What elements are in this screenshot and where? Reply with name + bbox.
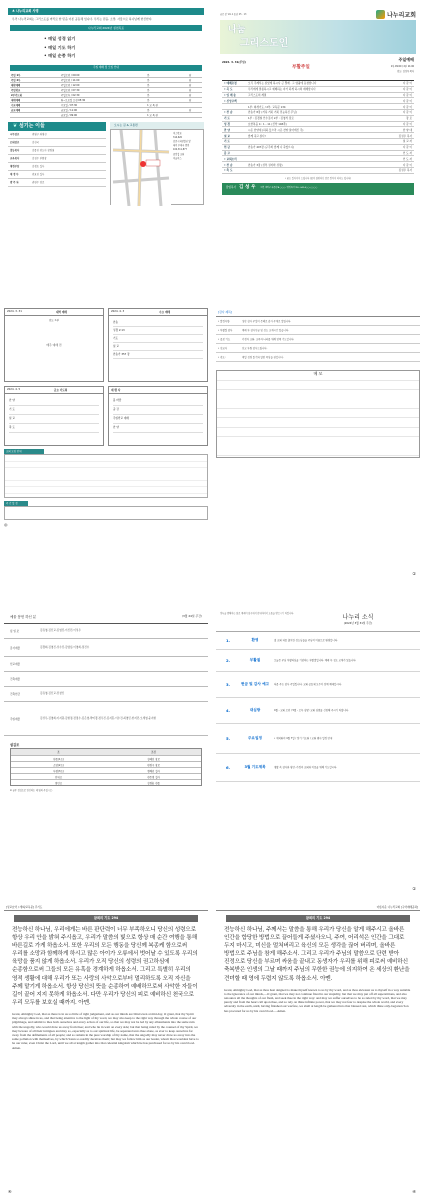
schedule-cell: 주일학교 bbox=[10, 87, 60, 92]
map-area bbox=[110, 129, 204, 205]
offering-row bbox=[4, 687, 208, 702]
offering-date: (3월 24일 주간) bbox=[181, 614, 202, 618]
order-item-leader: 장 로 bbox=[406, 117, 412, 121]
notes-header: [감사 제목] bbox=[218, 310, 232, 314]
event-line: 찬 양 bbox=[113, 424, 203, 433]
news-text: • 제직회의 4월 7일 / 정기 기도회 / 교회 행사 일정 안내 bbox=[274, 736, 333, 740]
page-marker: ◎ bbox=[4, 522, 8, 527]
wed-line: 설 교 bbox=[113, 343, 203, 351]
map-info-line: 버스번호: bbox=[173, 131, 183, 135]
order-item-label: • 묵 도 bbox=[224, 88, 233, 92]
order-item-leader: 다 같 이 bbox=[402, 99, 412, 103]
worship-order-row bbox=[222, 168, 414, 174]
schedule-cell: 1 교 육 관 bbox=[146, 112, 188, 117]
friday-line: 축 도 bbox=[9, 424, 99, 433]
friday-body bbox=[5, 394, 103, 436]
news-num: 5. bbox=[225, 736, 231, 741]
team-group: 사랑(3조) bbox=[53, 769, 64, 773]
dawn-title: 새벽 예배 bbox=[55, 311, 67, 314]
team-row bbox=[11, 773, 201, 779]
schedule-cell: 주일오후 / 02:30 bbox=[60, 92, 146, 97]
team-leader: 정해진 집사 bbox=[147, 769, 160, 773]
schedule-cell: 대학예배 bbox=[10, 82, 60, 87]
wed-line: 성경 2:13 bbox=[113, 327, 203, 335]
offering-type: 건축헌금 bbox=[10, 693, 21, 696]
service-date: 2024. 3. 31(주일) bbox=[222, 61, 246, 64]
map-header: 오시는 길 & 교통편 bbox=[110, 122, 204, 129]
note-row bbox=[216, 353, 420, 362]
order-item-leader: 인 도 자 bbox=[402, 157, 412, 161]
prayer-title: 참회의 기도 294 bbox=[14, 915, 198, 922]
news-title: 나누리 소식 bbox=[342, 614, 374, 621]
offering-list bbox=[4, 624, 208, 736]
news-item bbox=[216, 754, 420, 782]
service-header bbox=[220, 56, 416, 78]
offering-page bbox=[4, 610, 208, 895]
church-location-pin bbox=[140, 161, 146, 167]
news-title-block bbox=[300, 612, 416, 625]
offering-title-row bbox=[4, 610, 208, 624]
staff-role: 협동목사 bbox=[10, 149, 20, 153]
staff-role: 재 정 부 bbox=[10, 173, 19, 177]
wed-body bbox=[109, 316, 207, 362]
news-text: 다음 주는 감사 주일입니다. 교회 공동체 모두가 함께 예배합시다. bbox=[274, 682, 342, 686]
note-row bbox=[216, 326, 420, 335]
news-label: 헌금 및 감사 예고 bbox=[240, 682, 270, 686]
note-row bbox=[216, 344, 420, 353]
staff-panel bbox=[8, 122, 106, 205]
order-item-leader: 김성우 목사 bbox=[398, 169, 412, 173]
map-info-line: 마을버스 bbox=[173, 156, 182, 160]
order-item-content: 1부: 회개기도 / 2부: 교독문 134 bbox=[248, 105, 286, 109]
staff-names: 변영구 최영진 bbox=[32, 133, 47, 137]
staff-role: 은퇴장로 bbox=[10, 141, 20, 145]
map-info-line: 314,620 bbox=[173, 135, 183, 139]
order-item-leader: 인 도 자 bbox=[402, 151, 412, 155]
staff-row bbox=[8, 139, 106, 147]
schedule-cell: 주일오전 / 09:00 bbox=[60, 73, 146, 78]
bulletin-page-inner-right bbox=[216, 308, 420, 580]
schedule-table bbox=[10, 73, 202, 118]
order-item-content: 찬송가 3장 (성부 성자와 성령) bbox=[248, 163, 283, 167]
standing-note: • 표는 일어서서 드립니다 (몸이 불편하신 분은 앉아서 하셔도 됩니다) bbox=[284, 176, 352, 180]
offering-type: 주일예물 bbox=[10, 717, 21, 721]
news-num: 1. bbox=[225, 638, 231, 643]
news-text: 오늘은 주님 부활하심을 기념하는 부활절입니다. 예배 후 성도 교제가 있습니다. bbox=[274, 658, 357, 662]
order-item-leader: 김성우 목사 bbox=[398, 134, 412, 138]
news-text: 4월 - 교회 오전 / 5월 - 오후 심방: 교회 심방을 신청해 주시기 바랍니다. bbox=[274, 708, 349, 712]
team-row bbox=[11, 761, 201, 767]
banner-title-sub: 그리스도인 bbox=[240, 38, 289, 49]
schedule-cell: 수요예배 bbox=[10, 102, 60, 107]
bulletin-page-back bbox=[4, 8, 208, 299]
order-item-leader: 다 같 이 bbox=[402, 111, 412, 115]
news-text: 생활 속 감사와 평안, 가정과 교회와 이웃을 위해 기도합시다. bbox=[274, 765, 338, 769]
news-item bbox=[216, 672, 420, 698]
service-title: 부활주일 bbox=[292, 65, 310, 70]
team-footnote: ※ 금주 섬김조로 헌신하는 데 힘써 주십시오. bbox=[10, 789, 53, 792]
staff-row bbox=[8, 155, 106, 163]
offering-row bbox=[4, 702, 208, 736]
schedule-header: 주일 예배 및 모임 안내 bbox=[10, 65, 202, 71]
event-box bbox=[108, 386, 208, 446]
team-group: 믿음(1조) bbox=[53, 757, 64, 761]
schedule-cell: 본 bbox=[146, 77, 188, 82]
service-boxes-row1 bbox=[4, 308, 208, 382]
church-address: 대전 대덕구 송촌남로 ○○○ / 담임목사 TEL: 042-6○○-○○○○ bbox=[260, 186, 318, 189]
team-group: 인내조 bbox=[54, 775, 63, 779]
schedule-cell: 수요일 / 07:30 bbox=[60, 102, 146, 107]
schedule-cell: 당 bbox=[188, 77, 202, 82]
week-header: 주 간 일 정 bbox=[4, 501, 28, 506]
team-col-group: 조 bbox=[57, 751, 60, 754]
schedule-cell: 본 bbox=[146, 92, 188, 97]
pastor-label: 담임목사 bbox=[226, 185, 237, 189]
bulletin-page-front bbox=[216, 8, 420, 299]
team-header: 섬김조 bbox=[10, 743, 20, 747]
notes-list bbox=[216, 316, 420, 362]
schedule-cell: 당 bbox=[188, 92, 202, 97]
service-boxes-row2 bbox=[4, 386, 208, 446]
news-num: 2. bbox=[225, 658, 231, 663]
news-item bbox=[216, 650, 420, 672]
order-item-label: • 교회소식 bbox=[224, 157, 237, 161]
logo-text: 나누리교회 bbox=[387, 11, 416, 19]
friday-line: 설 교 bbox=[9, 415, 99, 424]
map-info-line: 송촌시외전빌딩 앞 bbox=[173, 140, 191, 143]
team-col-leader: 조장 bbox=[150, 751, 156, 754]
order-item-content: 함께 죽고 살다! bbox=[248, 134, 266, 138]
event-line: 봄 바람 bbox=[113, 397, 203, 406]
wed-title: 수요 예배 bbox=[159, 311, 171, 314]
page-number: ① bbox=[412, 886, 416, 891]
news-text: 첫 교회 처음 출석한 성도님들을 주님의 이름으로 환영합니다. bbox=[274, 638, 338, 642]
schedule-cell: 금요예배 bbox=[10, 107, 60, 112]
note-label: • 부활절 감사 bbox=[218, 329, 233, 332]
wed-service-box bbox=[108, 308, 208, 382]
note-row bbox=[216, 335, 420, 344]
staff-names: 김종진 전도사 장경희 bbox=[32, 149, 55, 153]
wed-head bbox=[109, 309, 207, 316]
order-item-leader: 다 같 이 bbox=[402, 146, 412, 150]
memo-box bbox=[216, 370, 420, 458]
news-item bbox=[216, 698, 420, 724]
order-item-label: • 예배초청 bbox=[224, 82, 237, 86]
offering-row bbox=[4, 639, 208, 657]
team-table bbox=[10, 748, 202, 786]
schedule-cell: 금요일 / 09:00 bbox=[60, 112, 146, 117]
team-leader: 김혜선 장로 bbox=[147, 757, 160, 761]
staff-row bbox=[8, 171, 106, 179]
schedule-cell: 본 bbox=[146, 107, 188, 112]
news-list bbox=[216, 631, 420, 782]
order-item-content: 찬송가 407장 (구주와 함께 나 죽었으니) bbox=[248, 146, 295, 150]
schedule-cell: 본 bbox=[146, 82, 188, 87]
pastor-name: 김 성 우 bbox=[239, 184, 256, 190]
note-text: 선교 후원 감사드립니다. bbox=[242, 347, 268, 350]
dawn-service-box bbox=[4, 308, 104, 382]
offering-names: 김성우,김영희,이지원,김현정,장정수,김은영,박미경,정우진,김지훈,이수진,최영민,한지민,오세영,윤지현 bbox=[40, 716, 156, 720]
news-item bbox=[216, 724, 420, 754]
order-item-label: 봉 고 bbox=[224, 151, 230, 155]
order-item-label: • 찬 송 bbox=[224, 163, 233, 167]
prayer-english: Grant, Almighty God, that as there is in us so little of right judgement, and as our minds are blind even at mid-day, O grant, that thy Spirit may always shine in us, and that being attentive to the light of thy word, we may also keep to the right way through the whole course of our pilgrimage, and submit to thee both ourselves and every action of our life, so that we may not be led by any allurements into the same ruin with the ungodly, who would draw us away from thee; and who lie in wait on every side; but that being ruled by the counsel of thy Spirit, we may beware of all their intrigues and may so, especially as to our spiritual life, be separated unto thee alone, as ever to keep ourselves far away from the defilements of all people; and so remain in the pure worship of thy name, that the ungodly may never draw us away into the same pollution with themselves, by which Satan so readily deceives them; but may we follow him as our leader, whom thou wouldest have to be our ruler, even Christ the Lord, until we all at length gather into that celestial kingdom which he has purchased for us by his own blood. Amen. bbox=[12, 1011, 199, 1050]
wed-date: 2024. 4. 3 bbox=[111, 310, 125, 313]
event-line: 중 강 bbox=[113, 406, 203, 415]
order-item-content: 오직 주께서는 살았게 하시사 큰 열매 · 그 영광에 동참합니다 bbox=[248, 82, 317, 86]
order-item-leader: 다 같 이 bbox=[402, 122, 412, 126]
staff-names: 김경호 집사 bbox=[32, 165, 45, 169]
order-item-content: 시온 찬양대 (하하 들으라 시온 찬양 살아계신 주) bbox=[248, 128, 304, 132]
news-date: (2024년 3월 31일 주간) bbox=[343, 622, 373, 625]
order-item-label: 기 도 bbox=[224, 117, 230, 121]
order-item-leader: 설 교 자 bbox=[402, 140, 412, 144]
note-text: 성탄 감사 주일의 은혜로 감사 주제로 알립니다. bbox=[242, 320, 292, 323]
staff-names: 김성수 부원장 bbox=[32, 157, 47, 161]
news-label: 주요일정 bbox=[248, 736, 262, 740]
offering-type: 선교예물 bbox=[10, 663, 21, 666]
prayer-header: [성교요약 / 개회/교독문] 주기도 bbox=[4, 904, 208, 911]
prayer-english: Grant, Almighty God, that as thou hast deigned to make thyself known to us by thy word, and as thou elevatest us to thyself in a way suitable to the ignorance of our minds,—O grant, that we may not continue fixed in our stupidity, but that we may put off all superstitions, and also renounce all the thoughts of our flesh, and seek thee in the right way: and may we suffer ourselves to be so ruled by thy word, that we may purely and from the heart call upon thee, and so rely on thine infinite power, that we may not fear to despise the whole world, and every adversity in the earth, until, having finished our warfare, we shall at length be gathered into that blessed rest, which thine only-begotten Son has procured for us by his own blood.—Amen. bbox=[224, 987, 411, 1013]
note-label: • 알림사항: bbox=[218, 320, 231, 323]
staff-names: 김진국 bbox=[32, 141, 39, 145]
schedule-cell: 금요일 / 11:00 bbox=[60, 107, 146, 112]
schedule-cell: 주일오전 / 12:00 bbox=[60, 82, 146, 87]
event-body bbox=[109, 394, 207, 436]
staff-role: 교육목사 bbox=[10, 157, 20, 161]
offering-names: 김유영,김신교,전창신 bbox=[40, 692, 65, 696]
map-panel bbox=[110, 122, 204, 205]
staff-row bbox=[8, 131, 106, 139]
order-item-label: • 축 도 bbox=[224, 169, 233, 173]
prayer-page-left bbox=[4, 904, 208, 1196]
schedule-cell: 주일오전 / 07:30 bbox=[60, 87, 146, 92]
schedule-cell: 주일오전 / 11:00 bbox=[60, 77, 146, 82]
note-label: • 중보 기도 bbox=[218, 338, 231, 341]
news-label: 환영 bbox=[251, 638, 259, 642]
prayer-page-right bbox=[216, 904, 420, 1196]
prayer-korean: 전능하신 하나님, 주께서는 말씀을 통해 우리가 당신을 알게 해주시고 올바른 인간을 합당한 방법으로 끌어들게 주셨사오니, 주여, 어리석은 인간을 그대로 두지 마시고, 미신을 멀쳐버리고 육신의 모든 생각을 끊어 버리며, 올바른 방법으로 주님을 참게 해주소서. 그리고 우리가 주님의 말씀으로 단련 받아 진정으로 당신을 부르며 싸움을 끝내고 동생자가 우리를 위해 피로써 예비하신 축복받은 인생의 그날 때까지 주님의 무한한 권능에 의지하여 온 세상의 환난을 견뎌할 때 영에 두렵지 않도록 하옵소서. 아멘. bbox=[224, 927, 410, 982]
offering-type: 감사예물 bbox=[10, 646, 21, 650]
order-item-leader: 다 같 이 bbox=[402, 88, 412, 92]
news-label: 부활절 bbox=[249, 658, 261, 662]
goal-list bbox=[4, 33, 208, 63]
team-leader: 변경구 장로 bbox=[147, 763, 160, 767]
vision-text: 우리 나누리교회는 그리스도를 머리로 한 믿음 이룬 공동체 입니다. 우리는 믿음, 소망, 사랑으로 하나님께 헌신한다. bbox=[12, 17, 153, 21]
order-item-label: 성 경 bbox=[224, 122, 230, 126]
team-row bbox=[11, 767, 201, 773]
staff-names: 전효진 집사 bbox=[32, 173, 45, 177]
vision-header: ♣ 나누리교회 사명 bbox=[8, 8, 204, 15]
note-text: 가정과 교회, 교육과 나라를 위해 함께 기도합니다. bbox=[242, 338, 295, 341]
team-leader: 김경훈 전웅 bbox=[147, 781, 160, 785]
friday-date: 2024. 4. 5 bbox=[7, 388, 21, 391]
order-item-leader: 다 같 이 bbox=[402, 82, 412, 86]
news-num: 4. bbox=[225, 708, 231, 713]
prayer-title: 참회의 기도 294 bbox=[226, 915, 410, 922]
staff-row bbox=[8, 179, 106, 187]
service-type: 주일예배 bbox=[398, 57, 414, 62]
worship-order bbox=[222, 80, 414, 174]
order-item-label: 헌 금 bbox=[224, 146, 230, 150]
order-item-leader: 다 같 이 bbox=[402, 163, 412, 167]
offering-row bbox=[4, 657, 208, 672]
church-logo bbox=[376, 10, 416, 19]
top-header bbox=[216, 8, 420, 20]
team-row bbox=[11, 755, 201, 761]
issue-info: 좋은 분 Vol.1 통권 25 · 13 bbox=[220, 13, 247, 16]
schedule-row bbox=[10, 112, 202, 117]
schedule-cell: 2부기도회 bbox=[10, 92, 60, 97]
staff-role: 행정부장 bbox=[10, 165, 20, 169]
dawn-sub: 인도: 1부 bbox=[48, 319, 59, 322]
schedule-cell: 1 교 육 관 bbox=[146, 102, 188, 107]
order-item-label: • 입 례 송 bbox=[224, 93, 236, 97]
goal-item: • 매일 기도 하기 bbox=[44, 44, 76, 50]
news-page bbox=[216, 610, 420, 895]
news-label: 대심방 bbox=[249, 708, 261, 712]
order-item-content: 찬송가 8장 (거룩 거룩 거룩 전능하신 주님) bbox=[248, 111, 297, 115]
goal-item: • 매일 순종 하기 bbox=[44, 53, 76, 58]
note-row bbox=[216, 317, 420, 326]
staff-map-section bbox=[8, 122, 204, 205]
offering-names: 김유영,김신교,김영진,이신민,이성우 bbox=[40, 629, 81, 633]
schedule-cell: 본 bbox=[146, 97, 188, 102]
order-item-label: • 신앙고백 bbox=[224, 99, 237, 103]
schedule-cell: 당 bbox=[188, 87, 202, 92]
staff-role: 시무장로 bbox=[10, 133, 20, 137]
dawn-date: 2024. 3. 31 bbox=[7, 310, 22, 313]
logo-mark-icon bbox=[376, 10, 385, 19]
offering-type: 십 일 조 bbox=[10, 630, 20, 633]
order-item-leader: 다 같 이 bbox=[402, 105, 412, 109]
schedule-cell: 주일 2부 bbox=[10, 77, 60, 82]
staff-row bbox=[8, 163, 106, 171]
meeting-table bbox=[4, 454, 208, 498]
page-number: ④ bbox=[8, 1189, 12, 1194]
team-leader: 전은경 집사 bbox=[147, 775, 160, 779]
prayer-korean: 전능하신 하나님, 우리에게는 바른 판단력이 너무 부족하오니 당신의 성령으로 항상 우리 안을 밝혀 주시옵고, 우리가 말씀의 빛으로 항상 매 순간 여행을 통해 바른길로 가게 하옵소서. 또한 우리의 모든 행동을 당신께 복종케 함으로써 우리를 소망과 함께하게 하시고 많은 아이가 오류에서 벗어날 수 있도록 우리의 육망을 품지 않게 하옵소서. 우리가 오직 당신의 성령의 권고하심에 순종함으로써 그들의 모든 유혹을 경계하게 하옵소서. 그리고 특별히 우리의 영적 생활에 대해 우리가 또는 사랑의 사악으로부터 멀리하도록 오직 자신을 주께 맡기게 하옵소서. 항상 당신의 뜻을 순종하여 예배하므로써 사악한 자들이 길이 끝어 지지 못하게 하옵소서. 다만 우리가 당신의 피로 예비하신 천국으로 우리 모두를 보호실 때까지. 아멘. bbox=[12, 927, 198, 1006]
staff-row bbox=[8, 147, 106, 155]
wed-line: 찬송가 357 장 bbox=[113, 351, 203, 359]
news-num: 6. bbox=[225, 765, 231, 770]
team-rows bbox=[11, 755, 201, 785]
service-time: 1부 09:00 / 2부 11:00 bbox=[390, 65, 414, 68]
schedule-cell: 본 bbox=[146, 87, 188, 92]
memo-title: 메 모 bbox=[217, 371, 419, 377]
offering-row bbox=[4, 672, 208, 687]
event-title: 재 행 사 bbox=[109, 387, 207, 394]
map-info bbox=[171, 130, 203, 204]
wed-line: 기도 bbox=[113, 335, 203, 343]
schedule-cell: 당 bbox=[188, 97, 202, 102]
order-item-content: 우리에게 말씀하시고 예배하는 자가 되게 하시려 예배합니다 bbox=[248, 88, 316, 92]
friday-head bbox=[5, 387, 103, 394]
order-item-leader: 다 같 이 bbox=[402, 93, 412, 97]
team-group: 소망(2조) bbox=[53, 763, 64, 767]
dawn-head bbox=[5, 309, 103, 316]
schedule-cell bbox=[10, 112, 60, 117]
prayer-header: 아름다운 나누리교회 [구약예배공과] bbox=[216, 904, 420, 911]
order-item-label: 찬 양 bbox=[224, 128, 230, 132]
order-item-label: 기 도 bbox=[224, 140, 230, 144]
event-line: 주일학교 예배 bbox=[113, 415, 203, 424]
wed-line: 찬송 bbox=[113, 319, 203, 327]
goal-item: • 매일 성경 읽기 bbox=[44, 36, 76, 41]
friday-line: 찬 양 bbox=[9, 397, 99, 406]
staff-role: 방 주 차 bbox=[10, 181, 19, 185]
friday-box bbox=[4, 386, 104, 446]
schedule-rows bbox=[10, 73, 202, 118]
schedule-cell: 본 bbox=[146, 73, 188, 78]
offering-type: 건축예물 bbox=[10, 678, 21, 681]
staff-header-text: 섬기는 이들 bbox=[18, 122, 45, 129]
news-intro: 정녹을 방해하는 불로 예배의 임구에서 안내하여서 도움을 받으시기 바랍니다. bbox=[220, 612, 294, 615]
news-header bbox=[216, 610, 420, 627]
team-group: 청년조 bbox=[54, 781, 63, 785]
order-item-content: 1부 : 김경철 안수집사 2부 : 김영석 장로 bbox=[248, 117, 294, 121]
leaf-icon: ❦ bbox=[13, 122, 19, 129]
bulletin-page-inner-left bbox=[4, 308, 208, 580]
map-info-line: 중앙집 교회 bbox=[173, 152, 185, 156]
order-item-content: 그리스도의 계절 bbox=[248, 93, 267, 97]
week-table bbox=[4, 506, 208, 520]
dawn-mid-label: 매주 예배 전 bbox=[46, 343, 62, 347]
offering-row bbox=[4, 624, 208, 639]
note-label: • 선교사 bbox=[218, 347, 228, 350]
order-item-label: 설 교 bbox=[224, 134, 230, 138]
news-item bbox=[216, 632, 420, 650]
order-item-content: 요한복음 4 : 1 - 11 (신약 148쪽) bbox=[248, 122, 287, 126]
goal-header: 나누리교회 2024년 실천목표 bbox=[10, 25, 202, 31]
order-item-leader: 찬 양 대 bbox=[402, 128, 412, 132]
service-leader: 인도: 김성우 목사 bbox=[397, 70, 414, 73]
note-text: 예배 후 감사헌금 및 성도 교제시간 있습니다. bbox=[242, 329, 289, 332]
pastor-bar bbox=[222, 183, 414, 195]
meeting-header: 교회 모임 안내 bbox=[4, 449, 44, 454]
offering-title: 예물 봉헌 하신 분 bbox=[10, 615, 37, 619]
offering-names: 김경희,김영진,성수진,김영심,이영희,정진수 bbox=[40, 645, 90, 649]
schedule-cell: 화~토요일 오전 05:30 bbox=[60, 97, 146, 102]
news-label: 3월 기도제목 bbox=[244, 765, 266, 769]
page-number: ① bbox=[412, 571, 416, 576]
schedule-cell: 주일 1부 bbox=[10, 73, 60, 78]
map-info-line: 100,311,877 bbox=[173, 148, 187, 152]
page-number: ④ bbox=[412, 1189, 416, 1194]
note-label: • 전도: bbox=[218, 356, 226, 359]
news-num: 3. bbox=[225, 682, 231, 687]
schedule-cell: 당 bbox=[188, 82, 202, 87]
friday-line: 기 도 bbox=[9, 406, 99, 415]
map-graphic bbox=[111, 130, 171, 206]
order-item-label: • 찬 송 bbox=[224, 111, 233, 115]
staff-list bbox=[8, 131, 106, 187]
team-row bbox=[11, 779, 201, 785]
title-banner bbox=[220, 20, 416, 54]
schedule-cell: 당 bbox=[188, 107, 202, 112]
staff-names: 권현수 장로 bbox=[32, 181, 45, 185]
staff-header bbox=[8, 122, 106, 131]
map-info-line: 대덕 우체국 방면 bbox=[173, 144, 190, 148]
schedule-cell: 당 bbox=[188, 73, 202, 78]
schedule-cell bbox=[188, 112, 202, 117]
schedule-cell: 새벽예배 bbox=[10, 97, 60, 102]
banner-title-big: 나눔 bbox=[228, 25, 246, 35]
friday-title: 금요 기도회 bbox=[53, 389, 68, 392]
note-text: 매일 성경 읽기와 말씀 묵상을 권합니다. bbox=[242, 356, 284, 359]
